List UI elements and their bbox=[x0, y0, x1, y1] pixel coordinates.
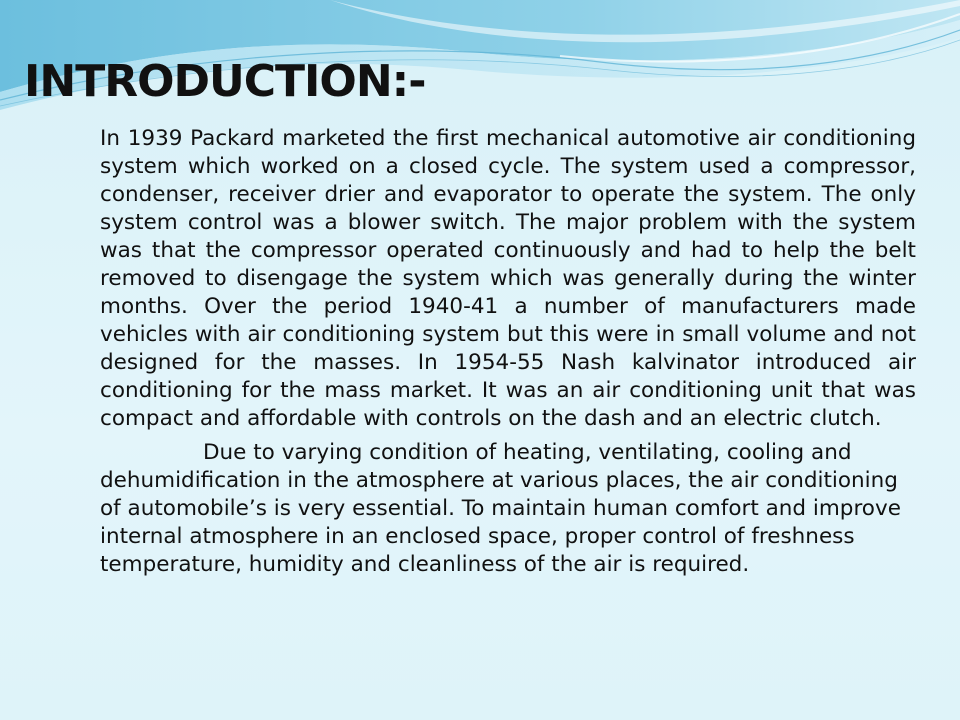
paragraph-importance: Due to varying condition of heating, ventilating, cooling and dehumidification in the atmosphere at various places, the air conditioning of automobile’s is very essential. To maintain human comfort and improve internal atmosphere in an enclosed space, proper control of freshness temperature, humidity and cleanliness of the air is required. bbox=[100, 440, 901, 577]
paragraph-history: In 1939 Packard marketed the first mechanical automotive air conditioning system which worked on a closed cycle. The system used a compressor, condenser, receiver drier and evaporator to operate the system. The only system control was a blower switch. The major problem with the system was that the compressor operated continuously and had to help the belt removed to disengage the system which was generally during the winter months. Over the period 1940-41 a number of manufacturers made vehicles with air conditioning system but this were in small volume and not designed for the masses. In 1954-55 Nash kalvinator introduced air conditioning for the mass market. It was an air conditioning unit that was compact and affordable with controls on the dash and an electric clutch. bbox=[100, 126, 916, 431]
body-text bbox=[100, 125, 916, 579]
slide-title: INTRODUCTION:- bbox=[24, 56, 426, 107]
